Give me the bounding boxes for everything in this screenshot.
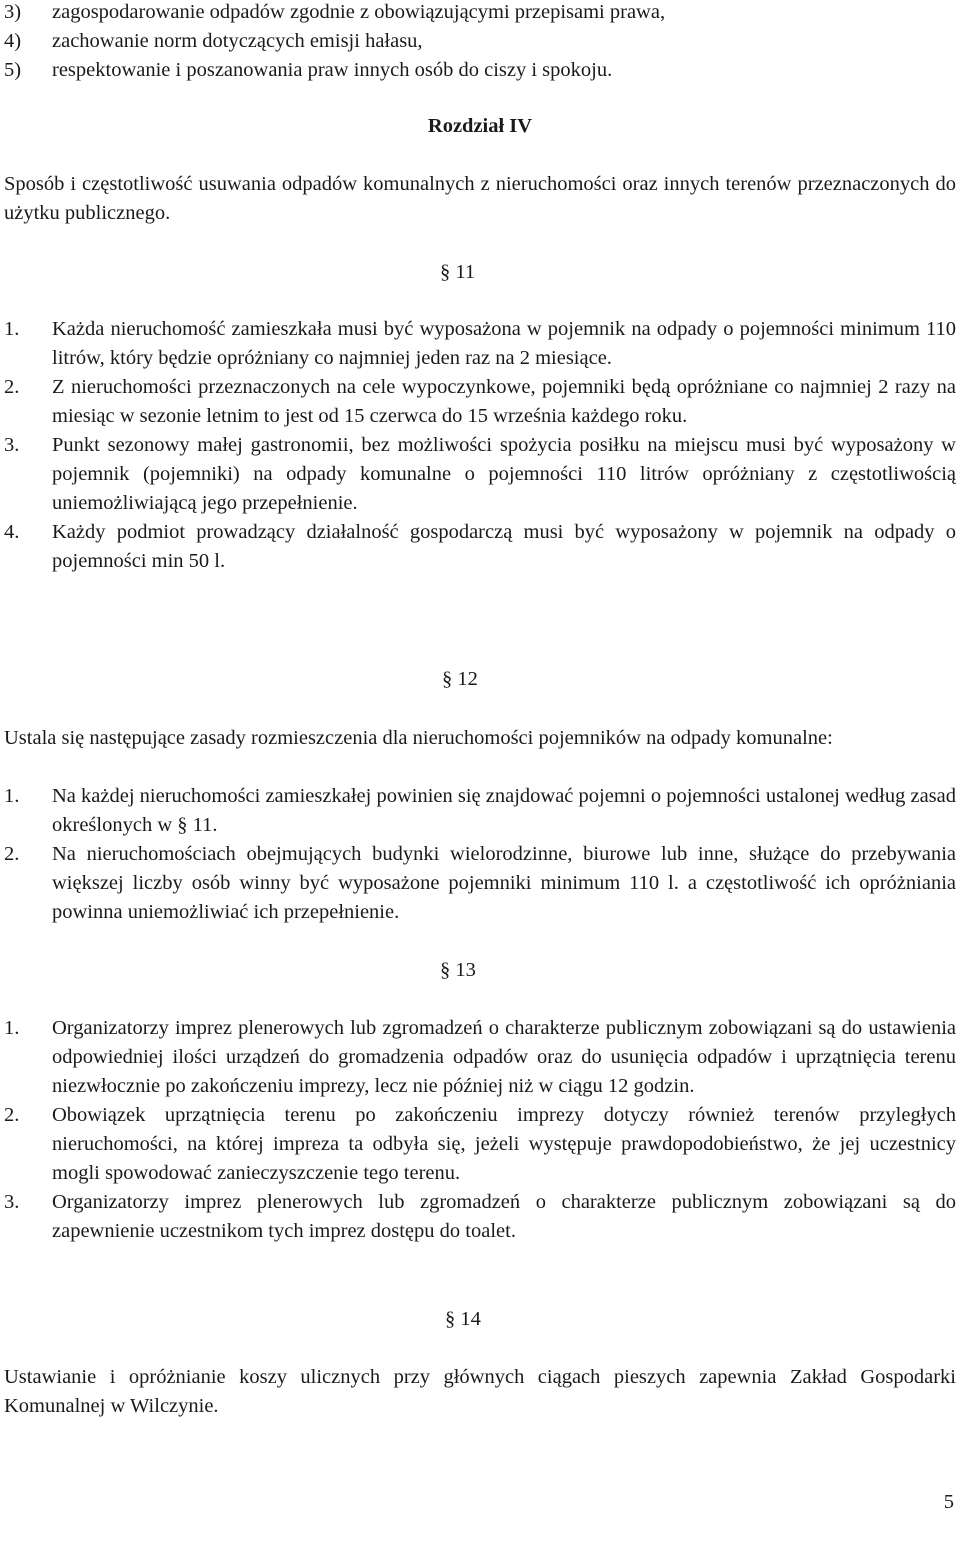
item-text: Każda nieruchomość zamieszkała musi być wyposażona w pojemnik na odpady o pojemności minimum 110 litrów, który będzie opróżniany co najmniej jeden raz na 2 miesiące. xyxy=(52,318,956,369)
item-text: Z nieruchomości przeznaczonych na cele wypoczynkowe, pojemniki będą opróżniane co najmniej 2 razy na miesiąc w sezonie letnim to jest od 15 czerwca do 15 września każdego roku. xyxy=(52,376,956,427)
section-heading-11: § 11 xyxy=(440,261,476,283)
page-number: 5 xyxy=(943,1491,954,1513)
item-number: 1. xyxy=(4,785,20,807)
list-item xyxy=(4,315,956,373)
list-item xyxy=(4,27,956,56)
item-number: 2. xyxy=(4,843,20,865)
item-text: Obowiązek uprzątnięcia terenu po zakończeniu imprezy dotyczy również terenów przyległych nieruchomości, na której impreza ta odbyła się, jeżeli występuje prawdopodobieństwo, że jej uczestnicy mogli spowodować zanieczyszczenie tego terenu. xyxy=(52,1104,956,1184)
section-heading-13: § 13 xyxy=(440,959,476,981)
item-text: Organizatorzy imprez plenerowych lub zgromadzeń o charakterze publicznym zobowiązani są do ustawienia odpowiedniej ilości urządzeń do gromadzenia odpadów oraz do usunięcia odpadów i uprzątnięcia terenu niezwłocznie po zakończeniu imprezy, lecz nie później niż w ciągu 12 godzin. xyxy=(52,1017,956,1097)
section-heading-12: § 12 xyxy=(442,668,478,690)
section-heading-14: § 14 xyxy=(445,1308,481,1330)
item-number: 2. xyxy=(4,1104,20,1126)
list-item xyxy=(4,1014,956,1101)
list-item xyxy=(4,518,956,576)
item-number: 5) xyxy=(4,59,22,81)
item-text: Na każdej nieruchomości zamieszkałej powinien się znajdować pojemni o pojemności ustalonej według zasad określonych w § 11. xyxy=(52,785,956,836)
section-12-intro: Ustala się następujące zasady rozmieszczenia dla nieruchomości pojemników na odpady komunalne: xyxy=(4,727,833,749)
chapter-title: Rozdział IV xyxy=(427,115,533,137)
section-13-list xyxy=(4,1014,956,1246)
list-item xyxy=(4,56,956,85)
item-text: respektowanie i poszanowania praw innych osób do ciszy i spokoju. xyxy=(52,59,613,81)
item-text: Organizatorzy imprez plenerowych lub zgromadzeń o charakterze publicznym zobowiązani są do zapewnienie uczestnikom tych imprez dostępu do toalet. xyxy=(52,1191,956,1242)
item-number: 1. xyxy=(4,318,20,340)
item-number: 4. xyxy=(4,521,20,543)
item-number: 4) xyxy=(4,30,22,52)
item-number: 3) xyxy=(4,1,22,23)
item-text: Punkt sezonowy małej gastronomii, bez możliwości spożycia posiłku na miejscu musi być wyposażony w pojemnik (pojemniki) na odpady komunalne o pojemności 110 litrów opróżniany z częstotliwością uniemożliwiającą jego przepełnienie. xyxy=(52,434,956,514)
section-11-list xyxy=(4,315,956,576)
item-number: 3. xyxy=(4,1191,20,1213)
list-item xyxy=(4,840,956,927)
item-text: zachowanie norm dotyczących emisji hałasu, xyxy=(52,30,423,52)
item-number: 3. xyxy=(4,434,20,456)
item-number: 2. xyxy=(4,376,20,398)
section-14-text: Ustawianie i opróżnianie koszy ulicznych przy głównych ciągach pieszych zapewnia Zakład Gospodarki Komunalnej w Wilczynie. xyxy=(4,1366,956,1417)
list-item xyxy=(4,373,956,431)
item-number: 1. xyxy=(4,1017,20,1039)
section-12-list xyxy=(4,782,956,927)
list-item xyxy=(4,1101,956,1188)
item-text: Każdy podmiot prowadzący działalność gospodarczą musi być wyposażony w pojemnik na odpady o pojemności min 50 l. xyxy=(52,521,956,572)
item-text: zagospodarowanie odpadów zgodnie z obowiązującymi przepisami prawa, xyxy=(52,1,666,23)
top-list xyxy=(4,0,956,85)
chapter-subtitle: Sposób i częstotliwość usuwania odpadów komunalnych z nieruchomości oraz innych terenów przeznaczonych do użytku publicznego. xyxy=(4,173,956,224)
item-text: Na nieruchomościach obejmujących budynki wielorodzinne, biurowe lub inne, służące do przebywania większej liczby osób winny być wyposażone pojemniki minimum 110 l. a częstotliwość ich opróżniania powinna uniemożliwiać ich przepełnienie. xyxy=(52,843,956,923)
list-item xyxy=(4,431,956,518)
list-item xyxy=(4,0,956,27)
list-item xyxy=(4,782,956,840)
list-item xyxy=(4,1188,956,1246)
